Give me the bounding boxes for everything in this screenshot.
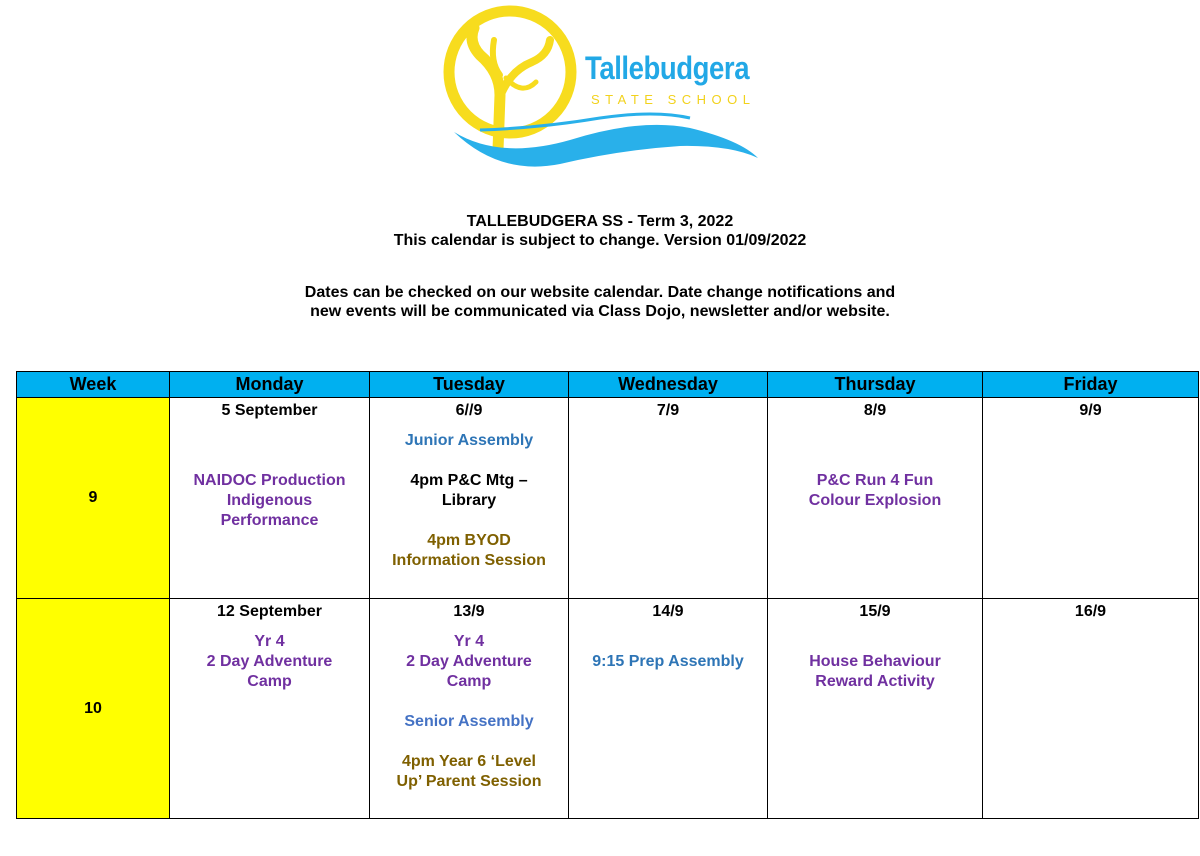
event-line: Performance (220, 512, 319, 529)
week-10-row (17, 599, 1199, 819)
notice-line-1: Dates can be checked on our website calendar. Date change notifications and (304, 284, 896, 301)
event-line: 2 Day Adventure (406, 653, 532, 670)
event-line: 2 Day Adventure (206, 653, 333, 670)
event-line: Camp (446, 673, 492, 690)
week-9-wednesday (569, 398, 768, 599)
date-label: 16/9 (1074, 603, 1107, 620)
week-10-thursday (768, 599, 983, 819)
week-10-number: 10 (17, 599, 170, 819)
week-9-monday (170, 398, 370, 599)
term-calendar-table (16, 371, 1199, 819)
calendar-subtitle: This calendar is subject to change. Version 01/09/2022 (393, 232, 807, 249)
event-line: Yr 4 (254, 633, 285, 650)
header-row (17, 372, 1199, 398)
logo-name: Tallebudgera (585, 50, 750, 86)
week-9-tuesday (370, 398, 569, 599)
week-10-tuesday (370, 599, 569, 819)
date-label: 7/9 (656, 402, 680, 419)
event-line: P&C Run 4 Fun (816, 472, 934, 489)
school-logo-graphic (440, 0, 780, 175)
header-wednesday: Wednesday (569, 372, 768, 398)
header-friday: Friday (983, 372, 1199, 398)
logo-subtitle: STATE SCHOOL (591, 92, 756, 107)
header-week: Week (17, 372, 170, 398)
event-line: 4pm Year 6 ‘Level (401, 753, 536, 770)
event-line: Senior Assembly (404, 713, 534, 730)
date-label: 13/9 (453, 603, 485, 620)
date-label: 8/9 (863, 402, 887, 419)
event-line: NAIDOC Production (193, 472, 346, 489)
event-line: Reward Activity (815, 673, 935, 690)
header-monday: Monday (170, 372, 370, 398)
event-line: 4pm BYOD (427, 532, 511, 549)
date-label: 6//9 (455, 402, 483, 419)
week-10-wednesday (569, 599, 768, 819)
week-9-friday (983, 398, 1199, 599)
week-9-thursday (768, 398, 983, 599)
date-label: 15/9 (859, 603, 891, 620)
date-label: 5 September (221, 402, 318, 419)
event-line: Camp (247, 673, 292, 690)
event-line: House Behaviour (809, 653, 941, 670)
school-logo (440, 0, 780, 175)
event-line: Library (441, 492, 497, 509)
event-line: Indigenous (226, 492, 313, 509)
event-line: Junior Assembly (404, 432, 534, 449)
week-10-monday (170, 599, 370, 819)
event-line: 4pm P&C Mtg – (410, 472, 528, 489)
date-label: 14/9 (652, 603, 684, 620)
header-tuesday: Tuesday (370, 372, 569, 398)
event-line: Information Session (392, 552, 546, 569)
event-line: Yr 4 (453, 633, 485, 650)
header-thursday: Thursday (768, 372, 983, 398)
week-10-friday (983, 599, 1199, 819)
week-9-row (17, 398, 1199, 599)
date-label: 12 September (217, 603, 322, 620)
notice-line-2: new events will be communicated via Class Dojo, newsletter and/or website. (310, 303, 890, 320)
event-line: Colour Explosion (808, 492, 942, 509)
event-line: Up’ Parent Session (396, 773, 542, 790)
week-9-number: 9 (17, 398, 170, 599)
calendar-title: TALLEBUDGERA SS - Term 3, 2022 (466, 213, 734, 230)
date-label: 9/9 (1079, 402, 1102, 419)
event-line: 9:15 Prep Assembly (592, 653, 744, 670)
